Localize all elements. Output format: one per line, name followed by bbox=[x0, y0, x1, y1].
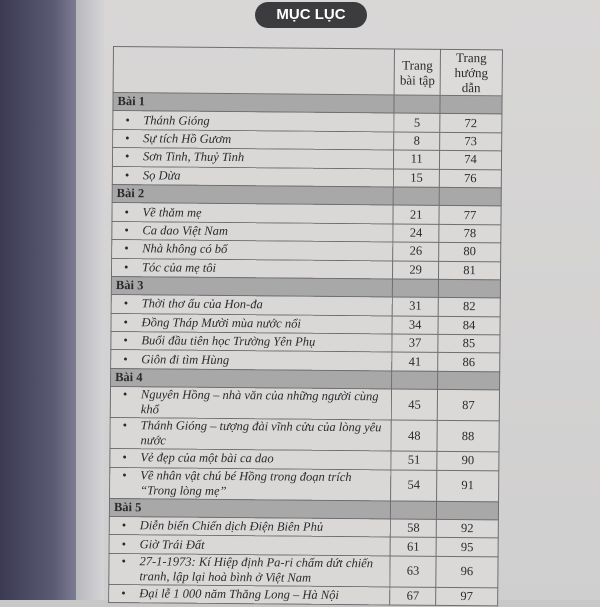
section-name: Bài 3 bbox=[111, 276, 392, 297]
book-spine bbox=[0, 0, 76, 600]
lesson-title: • Thời thơ ấu của Hon-đa bbox=[111, 295, 392, 316]
header-guide-page: Trang hướng dẫn bbox=[440, 49, 502, 96]
section-empty-cell bbox=[438, 279, 500, 298]
guide-page: 87 bbox=[437, 390, 499, 422]
exercise-page: 48 bbox=[391, 420, 437, 451]
table-row bbox=[109, 553, 498, 587]
guide-page: 84 bbox=[438, 316, 500, 335]
section-empty-cell bbox=[437, 371, 499, 390]
guide-page: 97 bbox=[436, 587, 498, 606]
table-row bbox=[110, 387, 499, 421]
guide-page: 73 bbox=[440, 132, 502, 151]
exercise-page: 54 bbox=[391, 470, 437, 501]
exercise-page: 11 bbox=[394, 150, 440, 169]
guide-page: 92 bbox=[436, 519, 498, 538]
exercise-page: 58 bbox=[391, 519, 437, 538]
section-empty-cell bbox=[393, 279, 439, 298]
section-name: Bài 4 bbox=[111, 368, 392, 389]
lesson-title: • Nguyên Hồng – nhà văn của những người cùng khổ bbox=[110, 387, 392, 420]
lesson-title: • Đại lễ 1 000 năm Thăng Long – Hà Nội bbox=[109, 584, 390, 605]
guide-page: 72 bbox=[440, 114, 502, 133]
lesson-title: • Diễn biến Chiến dịch Điện Biên Phủ bbox=[109, 517, 390, 538]
section-empty-cell bbox=[436, 501, 498, 520]
guide-page: 91 bbox=[437, 470, 499, 502]
lesson-title: • Vẻ đẹp của một bài ca dao bbox=[110, 449, 391, 470]
guide-page: 86 bbox=[438, 353, 500, 372]
guide-page: 96 bbox=[436, 556, 498, 588]
lesson-title: • Sự tích Hồ Gươm bbox=[113, 129, 394, 150]
section-name: Bài 2 bbox=[112, 184, 393, 205]
guide-page: 78 bbox=[439, 224, 501, 243]
section-empty-cell bbox=[439, 187, 501, 206]
exercise-page: 45 bbox=[392, 389, 438, 420]
exercise-page: 29 bbox=[393, 260, 439, 279]
table-row bbox=[110, 467, 499, 501]
lesson-title: • Buổi đầu tiên học Trường Yên Phụ bbox=[111, 332, 392, 353]
section-empty-cell bbox=[394, 95, 440, 114]
page-title: MỤC LỤC bbox=[255, 2, 367, 28]
lesson-title: • Về nhân vật chú bé Hồng trong đoạn trích “Trong lòng mẹ” bbox=[110, 467, 392, 500]
lesson-title: • 27-1-1973: Kí Hiệp định Pa-ri chấm dứt chiến tranh, lập lại hoà bình ở Việt Nam bbox=[109, 553, 391, 586]
lesson-title: • Đồng Tháp Mười mùa nước nổi bbox=[111, 313, 392, 334]
section-name: Bài 5 bbox=[109, 498, 390, 519]
table-row bbox=[111, 258, 500, 280]
lesson-title: • Giờ Trái Đất bbox=[109, 535, 390, 556]
section-empty-cell bbox=[391, 501, 437, 520]
exercise-page: 67 bbox=[390, 587, 436, 606]
exercise-page: 37 bbox=[392, 334, 438, 353]
guide-page: 80 bbox=[439, 242, 501, 261]
exercise-page: 15 bbox=[394, 169, 440, 188]
lesson-title: • Về thăm mẹ bbox=[112, 203, 393, 224]
exercise-page: 24 bbox=[393, 224, 439, 243]
exercise-page: 5 bbox=[394, 113, 440, 132]
lesson-title: • Tóc của mẹ tôi bbox=[111, 258, 392, 279]
underlying-page-edge bbox=[76, 0, 105, 600]
exercise-page: 41 bbox=[392, 352, 438, 371]
lesson-title: • Sơn Tinh, Thuỷ Tinh bbox=[112, 148, 393, 169]
header-exercise-page: Trang bài tập bbox=[394, 49, 440, 95]
exercise-page: 31 bbox=[392, 297, 438, 316]
section-empty-cell bbox=[392, 371, 438, 390]
lesson-title: • Sọ Dừa bbox=[112, 166, 393, 187]
guide-page: 88 bbox=[437, 421, 499, 453]
section-empty-cell bbox=[440, 95, 502, 114]
exercise-page: 8 bbox=[394, 132, 440, 151]
lesson-title: • Thánh Gióng – tượng đài vĩnh cửu của lòng yêu nước bbox=[110, 418, 392, 451]
guide-page: 74 bbox=[439, 151, 501, 170]
header-row bbox=[113, 47, 502, 96]
lesson-title: • Giôn đi tìm Hùng bbox=[111, 350, 392, 371]
exercise-page: 61 bbox=[390, 537, 436, 556]
guide-page: 90 bbox=[437, 452, 499, 471]
section-empty-cell bbox=[393, 187, 439, 206]
exercise-page: 21 bbox=[393, 205, 439, 224]
exercise-page: 26 bbox=[393, 242, 439, 261]
guide-page: 95 bbox=[436, 538, 498, 557]
section-name: Bài 1 bbox=[113, 93, 394, 114]
table-row bbox=[111, 350, 500, 372]
exercise-page: 51 bbox=[391, 451, 437, 470]
lesson-title: • Nhà không có bố bbox=[112, 240, 393, 261]
table-row bbox=[109, 584, 498, 606]
header-empty bbox=[113, 47, 395, 95]
lesson-title: • Ca dao Việt Nam bbox=[112, 221, 393, 242]
exercise-page: 34 bbox=[392, 316, 438, 335]
exercise-page: 63 bbox=[390, 556, 436, 587]
table-of-contents bbox=[108, 46, 503, 607]
table-row bbox=[110, 418, 499, 452]
guide-page: 82 bbox=[438, 298, 500, 317]
table-row bbox=[112, 166, 501, 188]
guide-page: 85 bbox=[438, 334, 500, 353]
guide-page: 77 bbox=[439, 206, 501, 225]
guide-page: 81 bbox=[438, 261, 500, 280]
guide-page: 76 bbox=[439, 169, 501, 188]
lesson-title: • Thánh Gióng bbox=[113, 111, 394, 132]
